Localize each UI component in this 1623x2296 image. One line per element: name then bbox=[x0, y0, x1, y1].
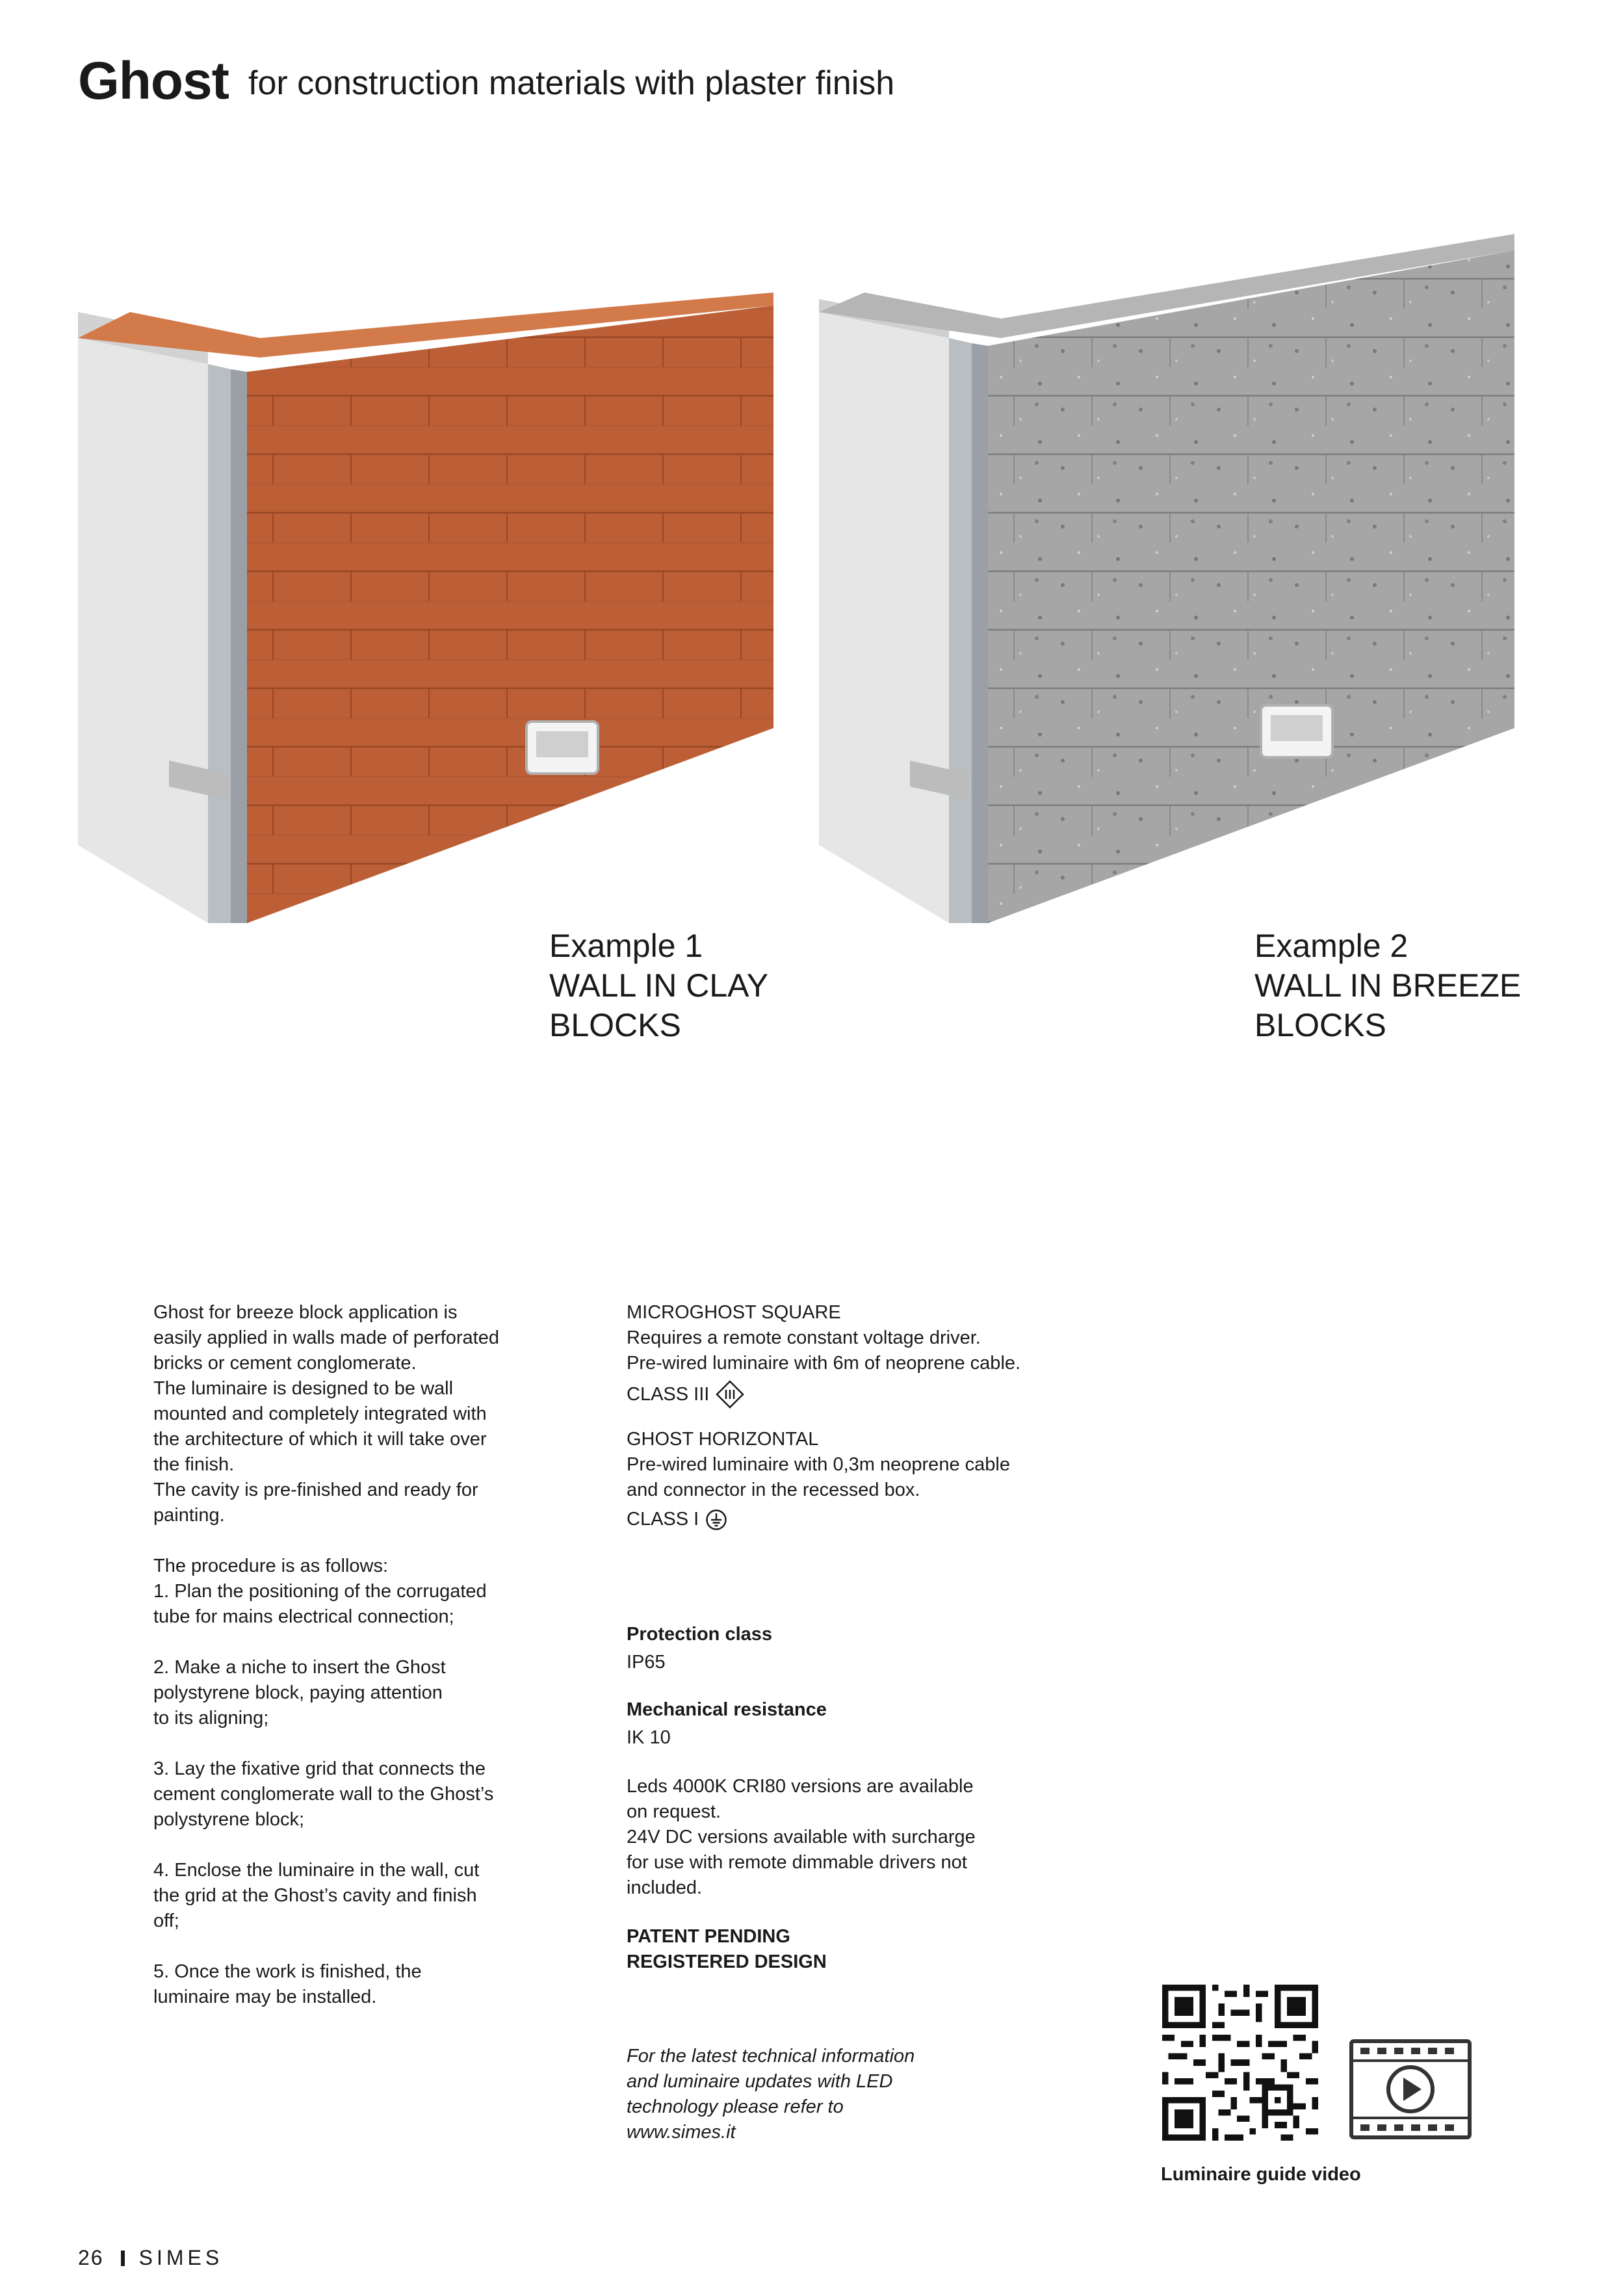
patent-pending: PATENT PENDING bbox=[627, 1926, 790, 1947]
mechanical-resistance-label: Mechanical resistance bbox=[627, 1699, 827, 1720]
leds-line2: on request. bbox=[627, 1801, 721, 1822]
text-line: polystyrene block, paying attention bbox=[153, 1682, 443, 1703]
class-iii-icon bbox=[716, 1380, 744, 1409]
info-line2: and luminaire updates with LED bbox=[627, 2071, 893, 2092]
text-line bbox=[153, 1731, 499, 1756]
mechanical-resistance-value: IK 10 bbox=[627, 1727, 671, 1748]
text-line: luminaire may be installed. bbox=[153, 1987, 377, 2007]
microghost-class: CLASS III bbox=[627, 1383, 710, 1405]
text-line bbox=[153, 1934, 499, 1959]
text-line: mounted and completely integrated with bbox=[153, 1403, 487, 1424]
ghost-horizontal-line1: Pre-wired luminaire with 0,3m neoprene cable bbox=[627, 1454, 1010, 1475]
info-line3: technology please refer to bbox=[627, 2096, 844, 2117]
text-line: 3. Lay the fixative grid that connects the bbox=[153, 1758, 486, 1779]
brand-name: SIMES bbox=[138, 2246, 224, 2269]
protection-class-label: Protection class bbox=[627, 1624, 773, 1645]
class-i-earth-icon bbox=[705, 1509, 727, 1531]
footer-separator bbox=[121, 2250, 125, 2266]
text-line: painting. bbox=[153, 1505, 225, 1526]
text-line: to its aligning; bbox=[153, 1708, 269, 1729]
text-line: Ghost for breeze block application is bbox=[153, 1302, 458, 1323]
example-2-title-line2: BLOCKS bbox=[1254, 1007, 1386, 1043]
text-line: the grid at the Ghost’s cavity and finish bbox=[153, 1885, 477, 1906]
video-play-icon[interactable] bbox=[1349, 2039, 1472, 2140]
text-line: 5. Once the work is finished, the bbox=[153, 1961, 422, 1982]
leds-line1: Leds 4000K CRI80 versions are available bbox=[627, 1776, 974, 1797]
text-line: 2. Make a niche to insert the Ghost bbox=[153, 1657, 446, 1678]
microghost-line1: Requires a remote constant voltage driver. bbox=[627, 1327, 981, 1348]
microghost-block bbox=[627, 1300, 1020, 1409]
website-link[interactable]: www.simes.it bbox=[627, 2122, 736, 2143]
technical-info-note bbox=[627, 2044, 915, 2145]
example-1-caption bbox=[549, 926, 768, 1045]
text-line: bricks or cement conglomerate. bbox=[153, 1353, 417, 1374]
text-line: 4. Enclose the luminaire in the wall, cut bbox=[153, 1860, 480, 1881]
clay-wall-illustration bbox=[78, 221, 793, 936]
ghost-horizontal-line2: and connector in the recessed box. bbox=[627, 1480, 920, 1500]
text-line: the finish. bbox=[153, 1454, 235, 1475]
info-line1: For the latest technical information bbox=[627, 2046, 915, 2067]
ghost-horizontal-block bbox=[627, 1427, 1010, 1532]
ghost-horizontal-title: GHOST HORIZONTAL bbox=[627, 1429, 819, 1450]
text-line bbox=[153, 1833, 499, 1858]
example-1-title-line2: BLOCKS bbox=[549, 1007, 681, 1043]
microghost-title: MICROGHOST SQUARE bbox=[627, 1302, 841, 1323]
text-line: the architecture of which it will take over bbox=[153, 1429, 487, 1450]
microghost-line2: Pre-wired luminaire with 6m of neoprene cable. bbox=[627, 1353, 1021, 1374]
dc-line3: included. bbox=[627, 1877, 703, 1898]
example-1-title-line1: WALL IN CLAY bbox=[549, 967, 769, 1004]
page-footer bbox=[78, 2246, 223, 2270]
text-line: The procedure is as follows: bbox=[153, 1556, 389, 1576]
text-line: The cavity is pre-finished and ready for bbox=[153, 1480, 478, 1500]
text-line: easily applied in walls made of perforated bbox=[153, 1327, 499, 1348]
ghost-horizontal-class: CLASS I bbox=[627, 1509, 699, 1530]
specs-block bbox=[627, 1622, 976, 1975]
text-line bbox=[153, 1630, 499, 1655]
example-2-title-line1: WALL IN BREEZE bbox=[1254, 967, 1522, 1004]
example-2-label: Example 2 bbox=[1254, 928, 1409, 964]
text-line: cement conglomerate wall to the Ghost’s bbox=[153, 1784, 494, 1805]
example-2-caption bbox=[1254, 926, 1521, 1045]
qr-code-icon[interactable] bbox=[1162, 1985, 1318, 2141]
registered-design: REGISTERED DESIGN bbox=[627, 1951, 827, 1972]
dc-line2: for use with remote dimmable drivers not bbox=[627, 1852, 967, 1873]
description-column bbox=[153, 1300, 499, 2010]
page-number: 26 bbox=[78, 2246, 104, 2269]
text-line: off; bbox=[153, 1911, 179, 1931]
dc-line1: 24V DC versions available with surcharge bbox=[627, 1827, 976, 1847]
microghost-class-row bbox=[627, 1380, 1020, 1409]
protection-class-value: IP65 bbox=[627, 1652, 666, 1673]
text-line: The luminaire is designed to be wall bbox=[153, 1378, 454, 1399]
text-line bbox=[153, 1528, 499, 1554]
text-line: 1. Plan the positioning of the corrugated bbox=[153, 1581, 487, 1602]
breeze-wall-illustration bbox=[819, 221, 1534, 936]
text-line: polystyrene block; bbox=[153, 1809, 305, 1830]
example-1-label: Example 1 bbox=[549, 928, 703, 964]
text-line: tube for mains electrical connection; bbox=[153, 1606, 454, 1627]
ghost-horizontal-class-row bbox=[627, 1507, 1010, 1532]
qr-caption: Luminaire guide video bbox=[1161, 2164, 1361, 2185]
page-subtitle: for construction materials with plaster finish bbox=[248, 64, 895, 102]
page-title: Ghost bbox=[78, 51, 229, 111]
